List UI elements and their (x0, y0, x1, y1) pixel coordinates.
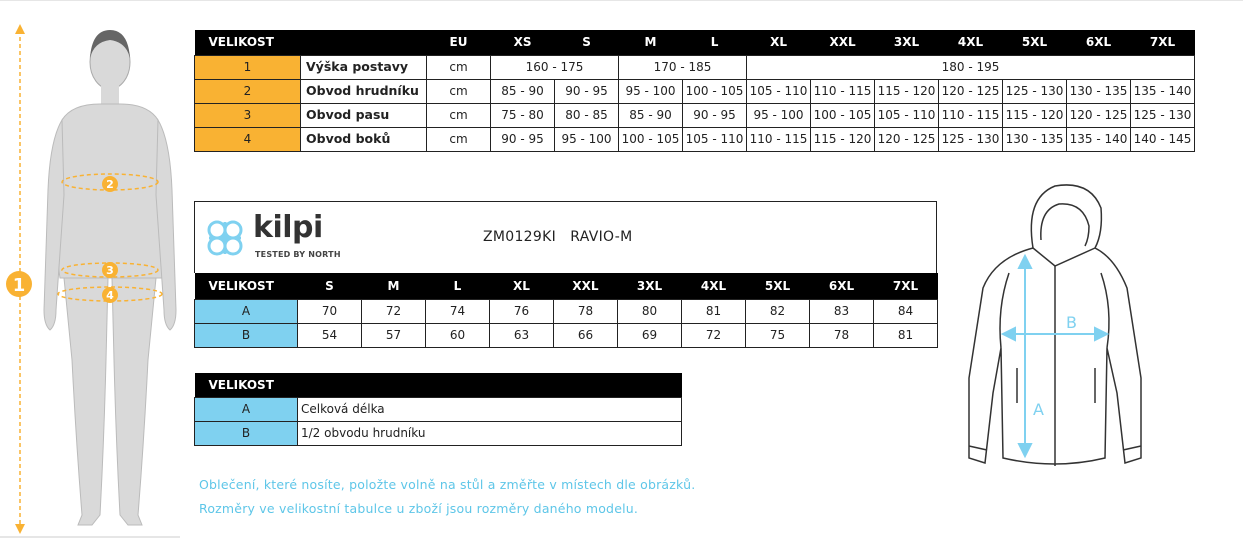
table-cell: 72 (682, 323, 746, 347)
table-cell: 95 - 100 (747, 103, 811, 127)
row-number: 4 (195, 127, 301, 151)
width-label: B (1066, 313, 1077, 332)
table-row (195, 397, 682, 421)
table-cell: 105 - 110 (683, 127, 747, 151)
table-cell: 54 (298, 323, 362, 347)
table-cell: 125 - 130 (939, 127, 1003, 151)
table-cell: 69 (618, 323, 682, 347)
table-cell: 120 - 125 (875, 127, 939, 151)
table-cell: 110 - 115 (747, 127, 811, 151)
table-cell: 100 - 105 (811, 103, 875, 127)
size-header-cell: XXL (811, 30, 875, 55)
size-header-cell: L (426, 273, 490, 299)
table-row (195, 299, 938, 323)
table-cell: 100 - 105 (683, 79, 747, 103)
table-cell: 57 (362, 323, 426, 347)
size-header-cell: 7XL (874, 273, 938, 299)
table-row (195, 323, 938, 347)
table-cell: 130 - 135 (1067, 79, 1131, 103)
table-cell: 76 (490, 299, 554, 323)
size-header-cell: 6XL (810, 273, 874, 299)
product-name: RAVIO-M (570, 229, 633, 245)
product-size-table (194, 273, 938, 348)
chest-badge-label: 2 (106, 178, 114, 191)
table-cell: 120 - 125 (1067, 103, 1131, 127)
table-cell: 66 (554, 323, 618, 347)
table-cell: 90 - 95 (683, 103, 747, 127)
row-number: 2 (195, 79, 301, 103)
size-header-cell: XL (747, 30, 811, 55)
logo-tagline: TESTED BY NORTH (255, 250, 341, 259)
table-cell: 180 - 195 (747, 55, 1195, 79)
row-unit: cm (427, 79, 491, 103)
size-header-cell: 3XL (618, 273, 682, 299)
table-row (195, 421, 682, 445)
table-cell: 80 - 85 (555, 103, 619, 127)
logo-word: kilpi (253, 210, 323, 245)
row-number: 3 (195, 103, 301, 127)
legend-table (194, 373, 682, 446)
size-header-cell: M (362, 273, 426, 299)
row-number: 1 (195, 55, 301, 79)
height-badge (6, 271, 32, 297)
table-cell: 80 (618, 299, 682, 323)
size-header-cell: 7XL (1131, 30, 1195, 55)
table-row (195, 103, 1195, 127)
legend-text: Celková délka (298, 397, 682, 421)
table-cell: 74 (426, 299, 490, 323)
table-cell: 72 (362, 299, 426, 323)
table-cell: 83 (810, 299, 874, 323)
size-header-cell: 4XL (682, 273, 746, 299)
table-cell: 105 - 110 (747, 79, 811, 103)
table-cell: 160 - 175 (491, 55, 619, 79)
waist-badge-label: 3 (106, 264, 114, 277)
table-cell: 75 - 80 (491, 103, 555, 127)
table-cell: 140 - 145 (1131, 127, 1195, 151)
size-header-cell: 5XL (746, 273, 810, 299)
row-unit: cm (427, 127, 491, 151)
row-label: A (195, 397, 298, 421)
row-unit: cm (427, 103, 491, 127)
size-header-cell: 3XL (875, 30, 939, 55)
table-cell: 115 - 120 (811, 127, 875, 151)
table-cell: 85 - 90 (491, 79, 555, 103)
row-name: Obvod pasu (301, 103, 427, 127)
table-cell: 63 (490, 323, 554, 347)
table-cell: 135 - 140 (1067, 127, 1131, 151)
model-note: Rozměry ve velikostní tabulce u zboží jsou rozměry daného modelu. (199, 501, 639, 516)
size-header-cell: XL (490, 273, 554, 299)
product-table-header (195, 273, 938, 299)
knot-icon (209, 222, 241, 254)
size-header-cell: S (298, 273, 362, 299)
table-cell: 90 - 95 (491, 127, 555, 151)
hips-badge (102, 287, 118, 303)
length-label: A (1033, 400, 1044, 419)
table-cell: 78 (554, 299, 618, 323)
table-cell: 95 - 100 (555, 127, 619, 151)
legend-text: 1/2 obvodu hrudníku (298, 421, 682, 445)
table-cell: 135 - 140 (1131, 79, 1195, 103)
table-cell: 85 - 90 (619, 103, 683, 127)
table-cell: 70 (298, 299, 362, 323)
legend-header-label: VELIKOST (195, 373, 682, 397)
size-header-cell: L (683, 30, 747, 55)
legend-header (195, 373, 682, 397)
chest-badge (102, 176, 118, 192)
size-header-cell: 4XL (939, 30, 1003, 55)
body-measurement-figure (0, 20, 180, 540)
waist-badge (102, 262, 118, 278)
table-cell: 60 (426, 323, 490, 347)
product-header-label: VELIKOST (195, 273, 298, 299)
table-cell: 81 (874, 323, 938, 347)
table-cell: 100 - 105 (619, 127, 683, 151)
table-cell: 120 - 125 (939, 79, 1003, 103)
table-cell: 115 - 120 (1003, 103, 1067, 127)
table-cell: 84 (874, 299, 938, 323)
size-chart-header-label: VELIKOST (195, 30, 427, 55)
size-chart-table (194, 30, 1195, 152)
size-header-cell: XXL (554, 273, 618, 299)
table-cell: 81 (682, 299, 746, 323)
table-cell: 82 (746, 299, 810, 323)
product-code: ZM0129KI (483, 229, 557, 245)
table-cell: 110 - 115 (939, 103, 1003, 127)
size-header-cell: 5XL (1003, 30, 1067, 55)
table-row (195, 79, 1195, 103)
table-cell: 130 - 135 (1003, 127, 1067, 151)
table-row (195, 55, 1195, 79)
hips-badge-label: 4 (106, 289, 114, 302)
row-name: Výška postavy (301, 55, 427, 79)
row-name: Obvod hrudníku (301, 79, 427, 103)
row-label: B (195, 323, 298, 347)
row-label: A (195, 299, 298, 323)
jacket-measurement-figure (955, 178, 1155, 483)
table-cell: 115 - 120 (875, 79, 939, 103)
table-cell: 90 - 95 (555, 79, 619, 103)
size-chart-header (195, 30, 1195, 55)
table-cell: 110 - 115 (811, 79, 875, 103)
product-header-box (194, 201, 937, 273)
size-header-cell: XS (491, 30, 555, 55)
table-cell: 95 - 100 (619, 79, 683, 103)
length-arrow (1019, 256, 1031, 456)
table-row (195, 127, 1195, 151)
size-header-cell: M (619, 30, 683, 55)
row-label: B (195, 421, 298, 445)
instruction-note: Oblečení, které nosíte, položte volně na stůl a změřte v místech dle obrázků. (199, 477, 696, 492)
table-cell: 170 - 185 (619, 55, 747, 79)
row-unit: cm (427, 55, 491, 79)
height-badge-label: 1 (12, 275, 26, 296)
table-cell: 125 - 130 (1131, 103, 1195, 127)
table-cell: 125 - 130 (1003, 79, 1067, 103)
table-cell: 78 (810, 323, 874, 347)
table-cell: 75 (746, 323, 810, 347)
row-name: Obvod boků (301, 127, 427, 151)
size-chart-unit-header: EU (427, 30, 491, 55)
table-cell: 105 - 110 (875, 103, 939, 127)
size-header-cell: 6XL (1067, 30, 1131, 55)
size-header-cell: S (555, 30, 619, 55)
product-title (483, 229, 632, 245)
